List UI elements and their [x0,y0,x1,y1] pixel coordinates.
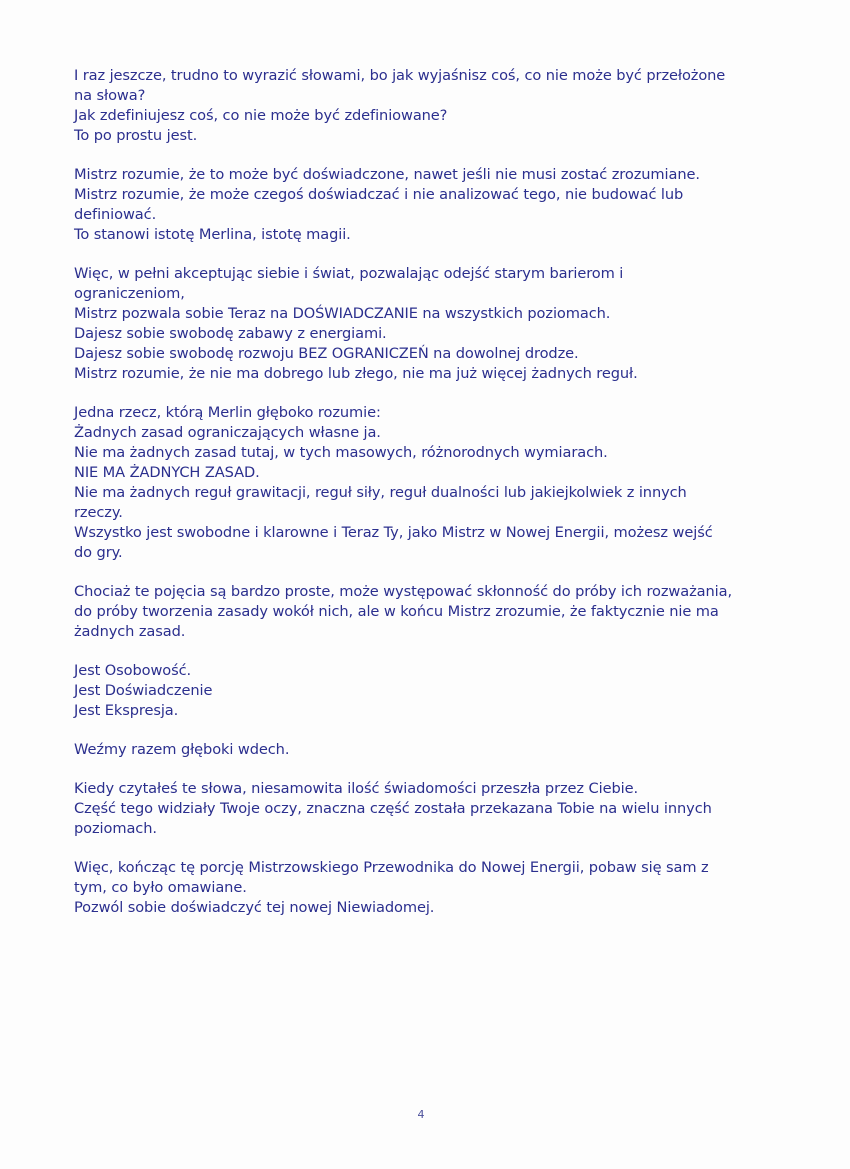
text-line: tym, co było omawiane. [74,879,247,896]
text-line: Weźmy razem głęboki wdech. [74,741,290,758]
text-line: żadnych zasad. [74,623,186,640]
text-line: Więc, kończąc tę porcję Mistrzowskiego Przewodnika do Nowej Energii, pobaw się sam z [74,859,709,876]
text-line: Pozwól sobie doświadczyć tej nowej Niewiadomej. [74,899,435,916]
text-line: Mistrz rozumie, że nie ma dobrego lub złego, nie ma już więcej żadnych reguł. [74,365,638,382]
text-line: NIE MA ŻADNYCH ZASAD. [74,464,260,481]
page-number: 4 [417,1108,425,1121]
text-line: Jest Ekspresja. [74,702,179,719]
text-line: do gry. [74,544,123,561]
text-line: Mistrz rozumie, że może czegoś doświadczać i nie analizować tego, nie budować lub [74,186,684,203]
text-line: Część tego widziały Twoje oczy, znaczna część została przekazana Tobie na wielu innych [74,800,712,817]
text-line: Dajesz sobie swobodę rozwoju BEZ OGRANICZEŃ na dowolnej drodze. [74,345,579,362]
paragraph [74,165,754,245]
document-body [74,66,754,937]
text-line: Mistrz rozumie, że to może być doświadczone, nawet jeśli nie musi zostać zrozumiane. [74,166,700,183]
text-line: Jak zdefiniujesz coś, co nie może być zdefiniowane? [74,107,448,124]
paragraph [74,858,754,918]
text-line: rzeczy. [74,504,123,521]
text-line: Jest Doświadczenie [74,682,213,699]
paragraph [74,582,754,642]
text-line: I raz jeszcze, trudno to wyrazić słowami, bo jak wyjaśnisz coś, co nie może być przełożone [74,67,726,84]
text-line: Chociaż te pojęcia są bardzo proste, może występować skłonność do próby ich rozważania, [74,583,732,600]
text-line: Dajesz sobie swobodę zabawy z energiami. [74,325,387,342]
paragraph [74,403,754,563]
paragraph [74,740,754,760]
text-line: Wszystko jest swobodne i klarowne i Teraz Ty, jako Mistrz w Nowej Energii, możesz wejść [74,524,713,541]
paragraph [74,264,754,384]
text-line: Nie ma żadnych zasad tutaj, w tych masowych, różnorodnych wymiarach. [74,444,608,461]
text-line: poziomach. [74,820,157,837]
text-line: do próby tworzenia zasady wokół nich, ale w końcu Mistrz zrozumie, że faktycznie nie ma [74,603,719,620]
text-line: definiować. [74,206,157,223]
text-line: Jest Osobowość. [74,662,192,679]
paragraph [74,661,754,721]
text-line: To po prostu jest. [74,127,198,144]
text-line: Nie ma żadnych reguł grawitacji, reguł siły, reguł dualności lub jakiejkolwiek z innych [74,484,687,501]
text-line: na słowa? [74,87,146,104]
text-line: Więc, w pełni akceptując siebie i świat, pozwalając odejść starym barierom i [74,265,624,282]
paragraph [74,779,754,839]
text-line: To stanowi istotę Merlina, istotę magii. [74,226,351,243]
paragraph [74,66,754,146]
text-line: Mistrz pozwala sobie Teraz na DOŚWIADCZANIE na wszystkich poziomach. [74,305,611,322]
text-line: Kiedy czytałeś te słowa, niesamowita ilość świadomości przeszła przez Ciebie. [74,780,638,797]
text-line: ograniczeniom, [74,285,185,302]
text-line: Żadnych zasad ograniczających własne ja. [74,424,381,441]
text-line: Jedna rzecz, którą Merlin głęboko rozumie: [74,404,381,421]
